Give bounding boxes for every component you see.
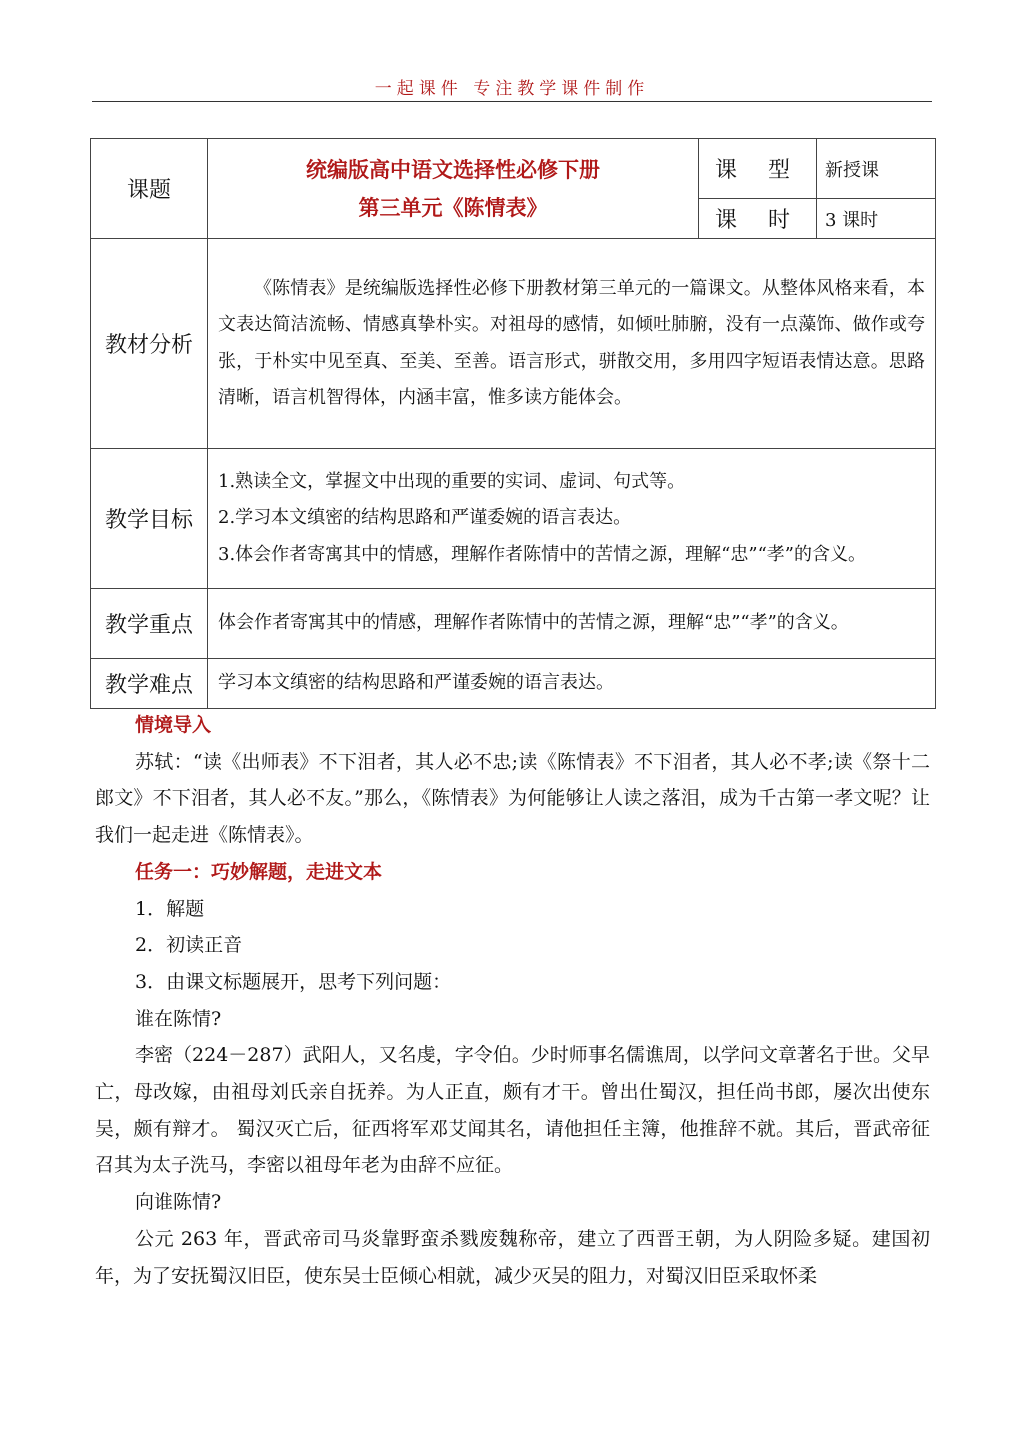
task-item: 1．解题 bbox=[135, 897, 205, 920]
lesson-title bbox=[208, 139, 699, 239]
focus-text: 体会作者寄寓其中的情感，理解作者陈情中的苦情之源，理解“忠”“孝”的含义。 bbox=[218, 612, 849, 634]
question-to-whom: 向谁陈情? bbox=[135, 1191, 222, 1214]
lesson-type-value: 新授课 bbox=[817, 139, 936, 199]
lesson-type-label: 课 型 bbox=[699, 139, 817, 199]
goals-label: 教学目标 bbox=[91, 449, 208, 589]
analysis-text: 《陈情表》是统编版选择性必修下册教材第三单元的一篇课文。从整体风格来看，本文表达简洁流畅、情感真挚朴实。对祖母的感情，如倾吐肺腑，没有一点藻饰、做作或夸张，于朴实中见至真、至美、至善。语言形式，骈散交用，多用四字短语表情达意。思路清晰，语言机智得体，内涵丰富，惟多读方能体会。 bbox=[218, 277, 925, 408]
focus-content bbox=[208, 589, 936, 659]
lesson-hours-value: 3 课时 bbox=[817, 199, 936, 239]
task1-heading: 任务一：巧妙解题，走进文本 bbox=[135, 860, 383, 883]
goal-item: 3.体会作者寄寓其中的情感，理解作者陈情中的苦情之源，理解“忠”“孝”的含义。 bbox=[218, 543, 866, 565]
goal-item: 1.熟读全文，掌握文中出现的重要的实词、虚词、句式等。 bbox=[218, 470, 686, 492]
task-item: 2．初读正音 bbox=[135, 934, 243, 957]
header-divider bbox=[92, 101, 932, 102]
lesson-title-line2: 第三单元《陈情表》 bbox=[358, 194, 548, 220]
topic-label: 课题 bbox=[91, 139, 208, 239]
question-who: 谁在陈情? bbox=[135, 1007, 222, 1030]
goal-item: 2.学习本文缜密的结构思路和严谨委婉的语言表达。 bbox=[218, 507, 632, 529]
lesson-title-line1: 统编版高中语文选择性必修下册 bbox=[306, 156, 600, 182]
lesson-hours-label: 课 时 bbox=[699, 199, 817, 239]
page-header: 一起课件 专注教学课件制作 bbox=[374, 79, 650, 99]
task-item: 3．由课文标题展开，思考下列问题： bbox=[135, 970, 452, 993]
intro-heading: 情境导入 bbox=[135, 714, 212, 736]
difficulty-content bbox=[208, 659, 936, 709]
analysis-label: 教材分析 bbox=[91, 239, 208, 449]
difficulty-label: 教学难点 bbox=[91, 659, 208, 709]
lesson-body bbox=[95, 707, 930, 1294]
answer-to-whom: 公元 263 年，晋武帝司马炎靠野蛮杀戮废魏称帝，建立了西晋王朝，为人阴险多疑。建国初年，为了安抚蜀汉旧臣，使东吴士臣倾心相就，减少灭吴的阻力，对蜀汉旧臣采取怀柔 bbox=[95, 1227, 930, 1287]
intro-paragraph: 苏轼：“读《出师表》不下泪者，其人必不忠;读《陈情表》不下泪者，其人必不孝;读《祭十二郎文》不下泪者，其人必不友。”那么，《陈情表》为何能够让人读之落泪，成为千古第一孝文呢？让我们一起走进《陈情表》。 bbox=[95, 750, 930, 847]
answer-who: 李密（224－287）武阳人，又名虔，字令伯。少时师事名儒谯周，以学问文章著名于世。父早亡，母改嫁，由祖母刘氏亲自抚养。为人正直，颇有才干。曾出仕蜀汉，担任尚书郎，屡次出使东吴，颇有辩才。 蜀汉灭亡后，征西将军邓艾闻其名，请他担任主簿，他推辞不就。其后，晋武帝征召其为太子洗马，李密以祖母年老为由辞不应征。 bbox=[95, 1044, 930, 1177]
analysis-content bbox=[208, 239, 936, 449]
goals-content bbox=[208, 449, 936, 589]
focus-label: 教学重点 bbox=[91, 589, 208, 659]
difficulty-text: 学习本文缜密的结构思路和严谨委婉的语言表达。 bbox=[218, 672, 614, 694]
lesson-plan-table bbox=[90, 138, 936, 709]
